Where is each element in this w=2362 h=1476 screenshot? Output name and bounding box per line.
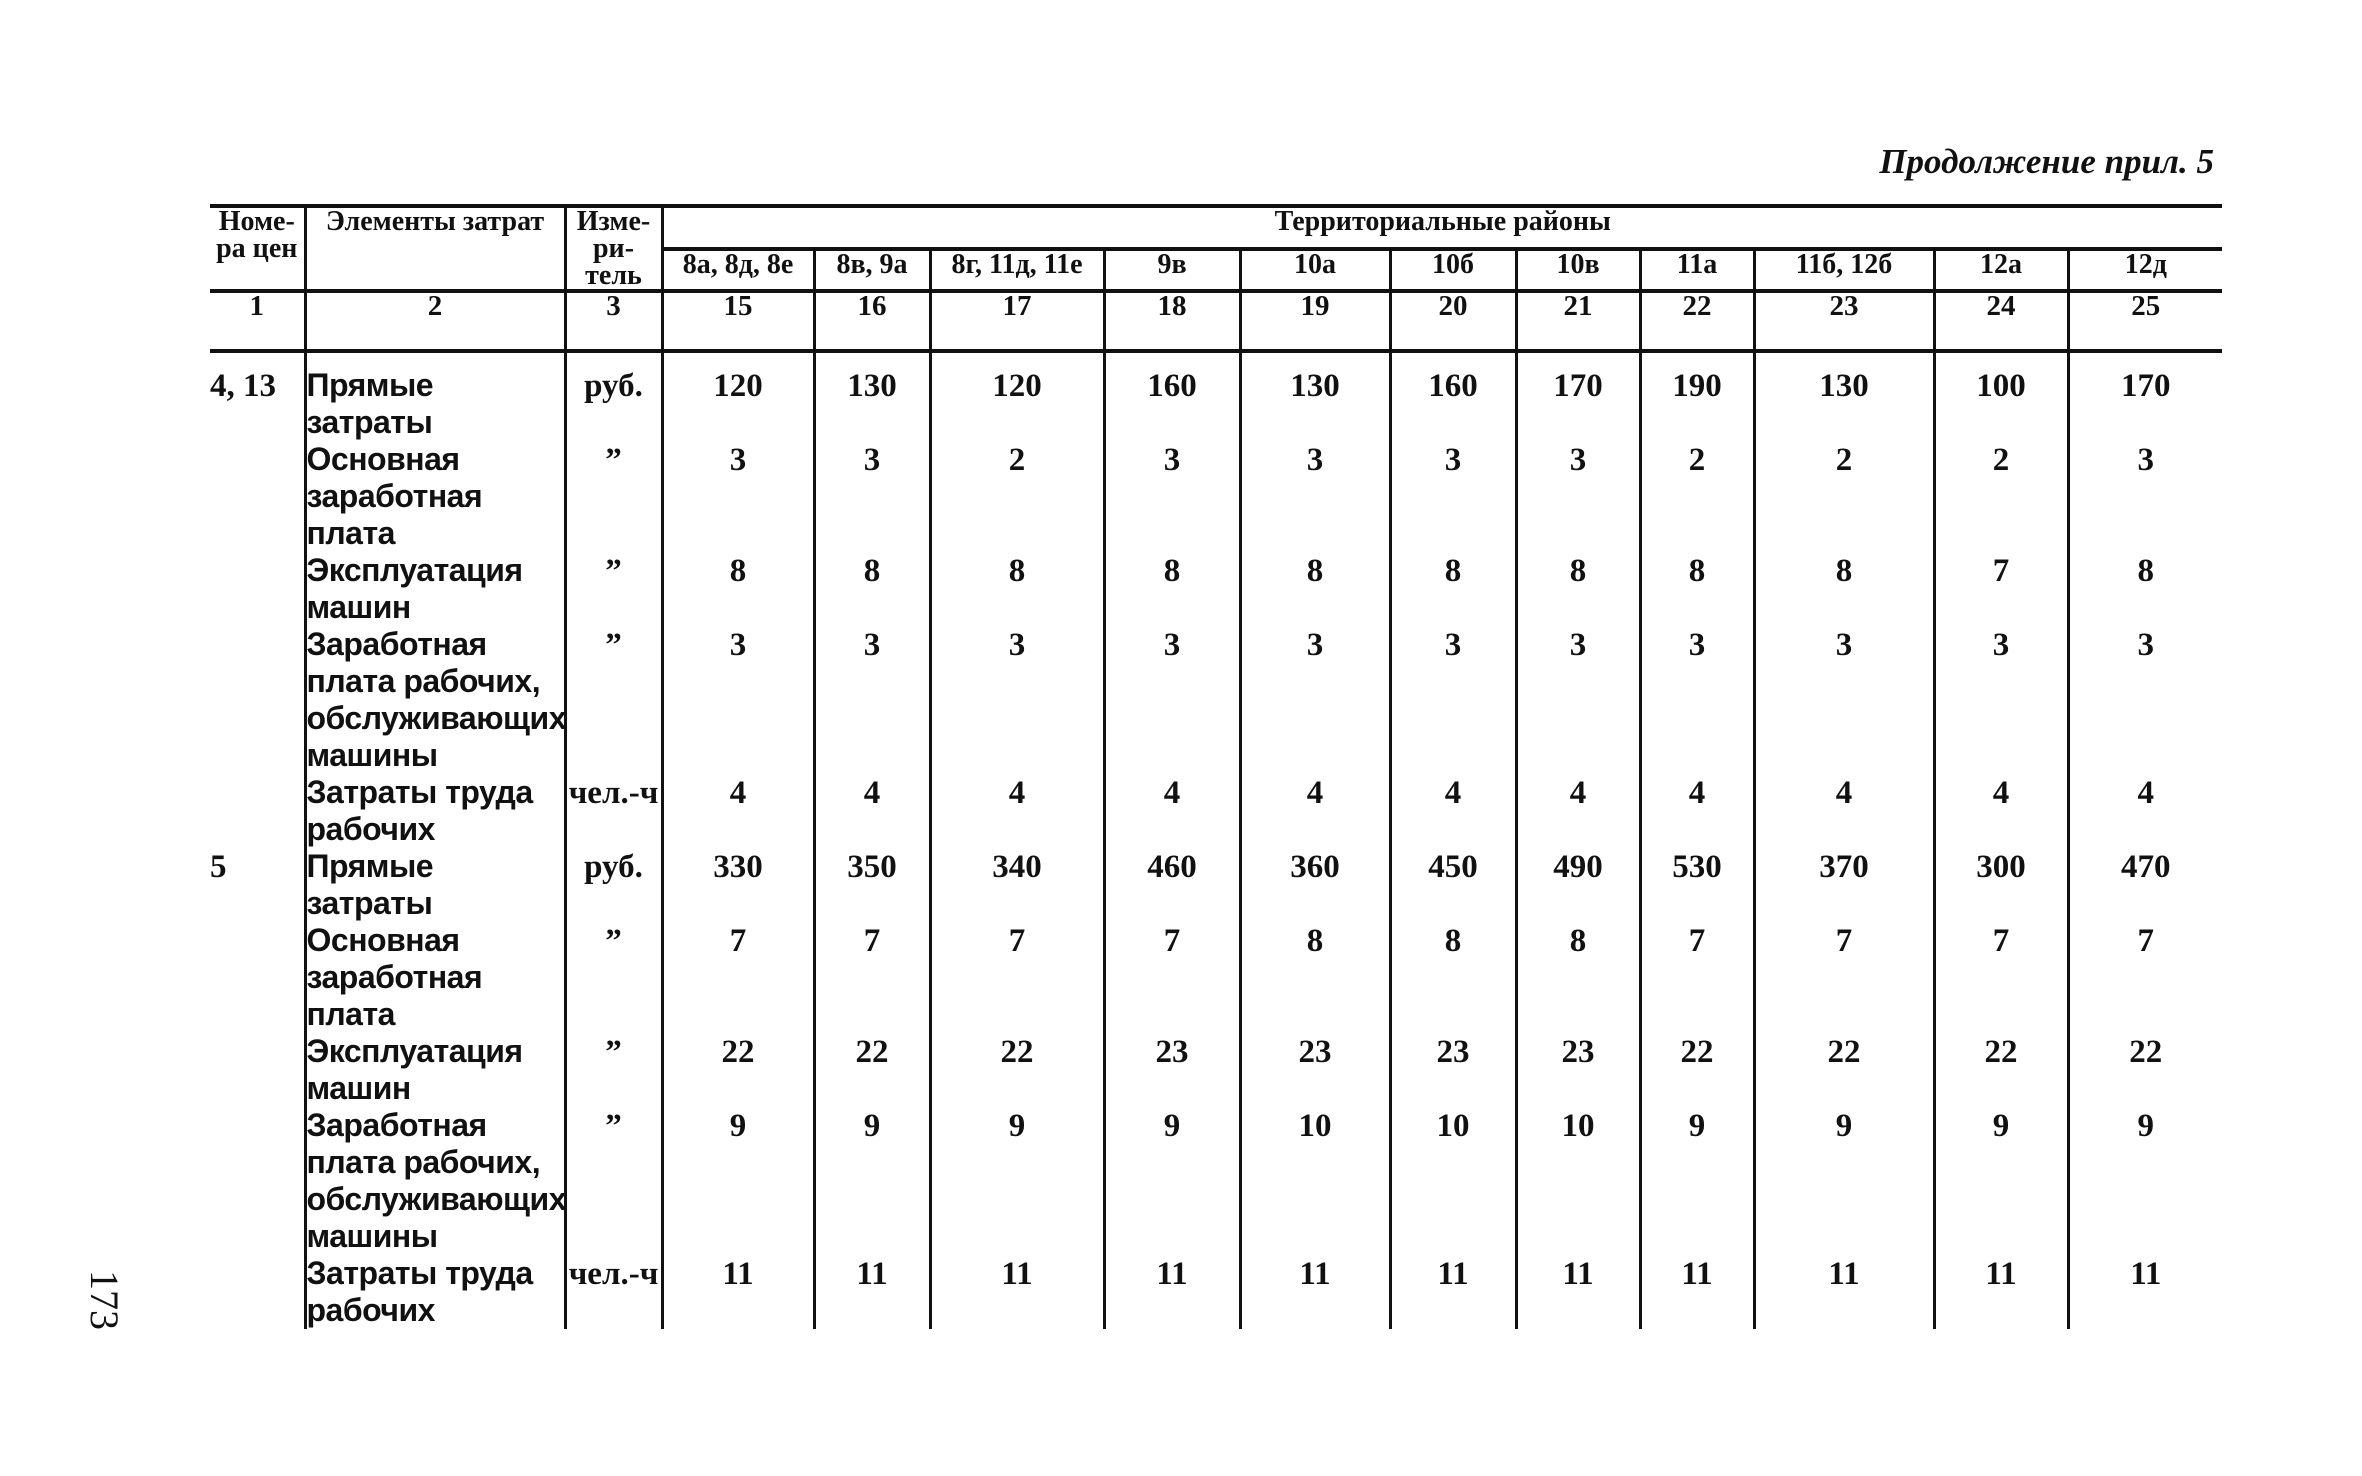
value-cell: 460	[1104, 848, 1240, 922]
column-number: 16	[814, 291, 930, 351]
cost-element-cell: Прямые затраты	[305, 351, 565, 441]
column-number: 19	[1240, 291, 1390, 351]
value-cell: 350	[814, 848, 930, 922]
cost-element-cell: Эксплуатация машин	[305, 552, 565, 626]
table-row	[210, 351, 2222, 441]
value-cell: 4	[1640, 774, 1754, 848]
value-cell: 8	[814, 552, 930, 626]
value-cell: 7	[1640, 922, 1754, 1033]
value-cell: 22	[1754, 1033, 1934, 1107]
value-cell: 7	[1104, 922, 1240, 1033]
value-cell: 4	[814, 774, 930, 848]
unit-cell: ”	[565, 922, 662, 1033]
column-number: 2	[305, 291, 565, 351]
value-cell: 8	[1516, 922, 1640, 1033]
table-row	[210, 1107, 2222, 1255]
price-number-cell	[210, 552, 305, 626]
value-cell: 4	[662, 774, 814, 848]
value-cell: 3	[1516, 441, 1640, 552]
region-header: 10в	[1516, 249, 1640, 292]
value-cell: 7	[1934, 552, 2068, 626]
value-cell: 3	[814, 441, 930, 552]
region-header: 11б, 12б	[1754, 249, 1934, 292]
price-number-cell	[210, 774, 305, 848]
region-header: 10а	[1240, 249, 1390, 292]
value-cell: 330	[662, 848, 814, 922]
value-cell: 11	[662, 1255, 814, 1329]
value-cell: 4	[1934, 774, 2068, 848]
price-number-cell	[210, 922, 305, 1033]
value-cell: 8	[1640, 552, 1754, 626]
value-cell: 23	[1516, 1033, 1640, 1107]
value-cell: 370	[1754, 848, 1934, 922]
region-header: 8г, 11д, 11е	[930, 249, 1104, 292]
value-cell: 7	[930, 922, 1104, 1033]
cost-element-cell: Основная заработная плата	[305, 441, 565, 552]
value-cell: 8	[1390, 552, 1516, 626]
value-cell: 10	[1390, 1107, 1516, 1255]
cost-element-cell: Прямые затраты	[305, 848, 565, 922]
value-cell: 7	[2068, 922, 2222, 1033]
cost-table	[210, 204, 2222, 1329]
value-cell: 9	[662, 1107, 814, 1255]
value-cell: 2	[930, 441, 1104, 552]
value-cell: 11	[1104, 1255, 1240, 1329]
value-cell: 3	[1390, 626, 1516, 774]
value-cell: 9	[2068, 1107, 2222, 1255]
value-cell: 4	[1516, 774, 1640, 848]
value-cell: 23	[1104, 1033, 1240, 1107]
value-cell: 3	[1104, 441, 1240, 552]
value-cell: 22	[814, 1033, 930, 1107]
column-number: 20	[1390, 291, 1516, 351]
cost-element-cell: Заработная плата рабочих, обслуживающих машины	[306, 626, 566, 773]
price-number-cell: 5	[210, 849, 227, 885]
cost-element-cell: Основная заработная плата	[305, 922, 565, 1033]
value-cell: 9	[1640, 1107, 1754, 1255]
value-cell: 23	[1240, 1033, 1390, 1107]
value-cell: 450	[1390, 848, 1516, 922]
value-cell: 130	[814, 351, 930, 441]
value-cell: 190	[1640, 351, 1754, 441]
price-number-cell	[210, 1033, 305, 1107]
value-cell: 22	[2068, 1033, 2222, 1107]
value-cell: 11	[930, 1255, 1104, 1329]
price-number-cell	[210, 1255, 305, 1329]
value-cell: 10	[1240, 1107, 1390, 1255]
value-cell: 7	[1934, 922, 2068, 1033]
value-cell: 170	[2068, 351, 2222, 441]
value-cell: 3	[662, 626, 814, 774]
value-cell: 3	[1516, 626, 1640, 774]
value-cell: 3	[814, 626, 930, 774]
value-cell: 10	[1516, 1107, 1640, 1255]
region-header: 12а	[1934, 249, 2068, 292]
region-header: 11а	[1640, 249, 1754, 292]
value-cell: 2	[1934, 441, 2068, 552]
region-header: 9в	[1104, 249, 1240, 292]
table-row	[210, 441, 2222, 552]
region-header: 12д	[2068, 249, 2222, 292]
column-number: 15	[662, 291, 814, 351]
value-cell: 170	[1516, 351, 1640, 441]
value-cell: 160	[1390, 351, 1516, 441]
value-cell: 360	[1240, 848, 1390, 922]
value-cell: 120	[662, 351, 814, 441]
value-cell: 300	[1934, 848, 2068, 922]
value-cell: 11	[1516, 1255, 1640, 1329]
value-cell: 8	[1240, 922, 1390, 1033]
value-cell: 3	[1240, 626, 1390, 774]
table-row	[210, 922, 2222, 1033]
value-cell: 11	[1754, 1255, 1934, 1329]
table-body	[210, 351, 2222, 1329]
value-cell: 8	[1104, 552, 1240, 626]
value-cell: 22	[1640, 1033, 1754, 1107]
unit-cell: ”	[565, 441, 662, 552]
column-number: 23	[1754, 291, 1934, 351]
value-cell: 4	[1754, 774, 1934, 848]
header-territorial-regions: Территориальные районы	[662, 206, 2222, 249]
cost-element-cell: Заработная плата рабочих, обслуживающих машины	[306, 1107, 566, 1254]
value-cell: 9	[814, 1107, 930, 1255]
value-cell: 4	[1390, 774, 1516, 848]
column-number-row	[210, 291, 2222, 351]
value-cell: 3	[1390, 441, 1516, 552]
region-header: 8в, 9а	[814, 249, 930, 292]
value-cell: 7	[662, 922, 814, 1033]
table-row	[210, 626, 2222, 774]
column-number: 24	[1934, 291, 2068, 351]
value-cell: 11	[2068, 1255, 2222, 1329]
value-cell: 9	[930, 1107, 1104, 1255]
value-cell: 9	[1754, 1107, 1934, 1255]
value-cell: 3	[2068, 441, 2222, 552]
value-cell: 9	[1104, 1107, 1240, 1255]
value-cell: 3	[1240, 441, 1390, 552]
value-cell: 9	[1934, 1107, 2068, 1255]
value-cell: 160	[1104, 351, 1240, 441]
column-number: 22	[1640, 291, 1754, 351]
column-number: 25	[2068, 291, 2222, 351]
value-cell: 3	[1104, 626, 1240, 774]
price-number-cell	[210, 1107, 305, 1255]
value-cell: 11	[1240, 1255, 1390, 1329]
value-cell: 3	[1640, 626, 1754, 774]
cost-element-cell: Затраты труда рабочих	[305, 1255, 565, 1329]
value-cell: 22	[930, 1033, 1104, 1107]
unit-cell: чел.-ч	[565, 774, 662, 848]
value-cell: 130	[1754, 351, 1934, 441]
value-cell: 530	[1640, 848, 1754, 922]
value-cell: 22	[662, 1033, 814, 1107]
value-cell: 8	[1390, 922, 1516, 1033]
value-cell: 3	[2068, 626, 2222, 774]
table-row	[210, 1255, 2222, 1329]
table-caption: Продолжение прил. 5	[1879, 142, 2214, 181]
value-cell: 8	[1754, 552, 1934, 626]
header-cost-elements: Элементы затрат	[305, 206, 565, 291]
value-cell: 4	[1240, 774, 1390, 848]
header-row	[210, 206, 2222, 249]
price-number-cell: 4, 13	[210, 368, 276, 404]
value-cell: 120	[930, 351, 1104, 441]
value-cell: 7	[814, 922, 930, 1033]
column-number: 18	[1104, 291, 1240, 351]
value-cell: 8	[1516, 552, 1640, 626]
value-cell: 3	[1754, 626, 1934, 774]
column-number: 17	[930, 291, 1104, 351]
column-number: 21	[1516, 291, 1640, 351]
region-header: 10б	[1390, 249, 1516, 292]
unit-cell: руб.	[565, 351, 662, 441]
column-number: 3	[565, 291, 662, 351]
value-cell: 11	[1390, 1255, 1516, 1329]
value-cell: 8	[662, 552, 814, 626]
unit-cell: ”	[565, 1107, 662, 1255]
value-cell: 11	[1640, 1255, 1754, 1329]
value-cell: 4	[1104, 774, 1240, 848]
value-cell: 4	[930, 774, 1104, 848]
value-cell: 3	[662, 441, 814, 552]
value-cell: 7	[1754, 922, 1934, 1033]
value-cell: 130	[1240, 351, 1390, 441]
value-cell: 11	[814, 1255, 930, 1329]
table-row	[210, 552, 2222, 626]
value-cell: 23	[1390, 1033, 1516, 1107]
value-cell: 490	[1516, 848, 1640, 922]
value-cell: 340	[930, 848, 1104, 922]
value-cell: 3	[1934, 626, 2068, 774]
unit-cell: руб.	[565, 848, 662, 922]
value-cell: 8	[1240, 552, 1390, 626]
header-unit: Изме-ри-тель	[565, 206, 662, 291]
value-cell: 3	[930, 626, 1104, 774]
value-cell: 22	[1934, 1033, 2068, 1107]
value-cell: 4	[2068, 774, 2222, 848]
unit-cell: ”	[565, 552, 662, 626]
unit-cell: ”	[565, 1033, 662, 1107]
page-number: 173	[82, 1270, 127, 1330]
cost-element-cell: Эксплуатация машин	[305, 1033, 565, 1107]
region-header: 8а, 8д, 8е	[662, 249, 814, 292]
unit-cell: ”	[565, 626, 662, 774]
value-cell: 470	[2068, 848, 2222, 922]
cost-element-cell: Затраты труда рабочих	[305, 774, 565, 848]
value-cell: 2	[1640, 441, 1754, 552]
value-cell: 8	[2068, 552, 2222, 626]
value-cell: 100	[1934, 351, 2068, 441]
price-number-cell	[210, 441, 305, 552]
table-row	[210, 1033, 2222, 1107]
value-cell: 8	[930, 552, 1104, 626]
value-cell: 11	[1934, 1255, 2068, 1329]
table-row	[210, 774, 2222, 848]
column-number: 1	[210, 291, 305, 351]
table-row	[210, 848, 2222, 922]
unit-cell: чел.-ч	[565, 1255, 662, 1329]
header-price-number: Номе-ра цен	[210, 206, 305, 291]
price-number-cell	[210, 626, 305, 774]
value-cell: 2	[1754, 441, 1934, 552]
